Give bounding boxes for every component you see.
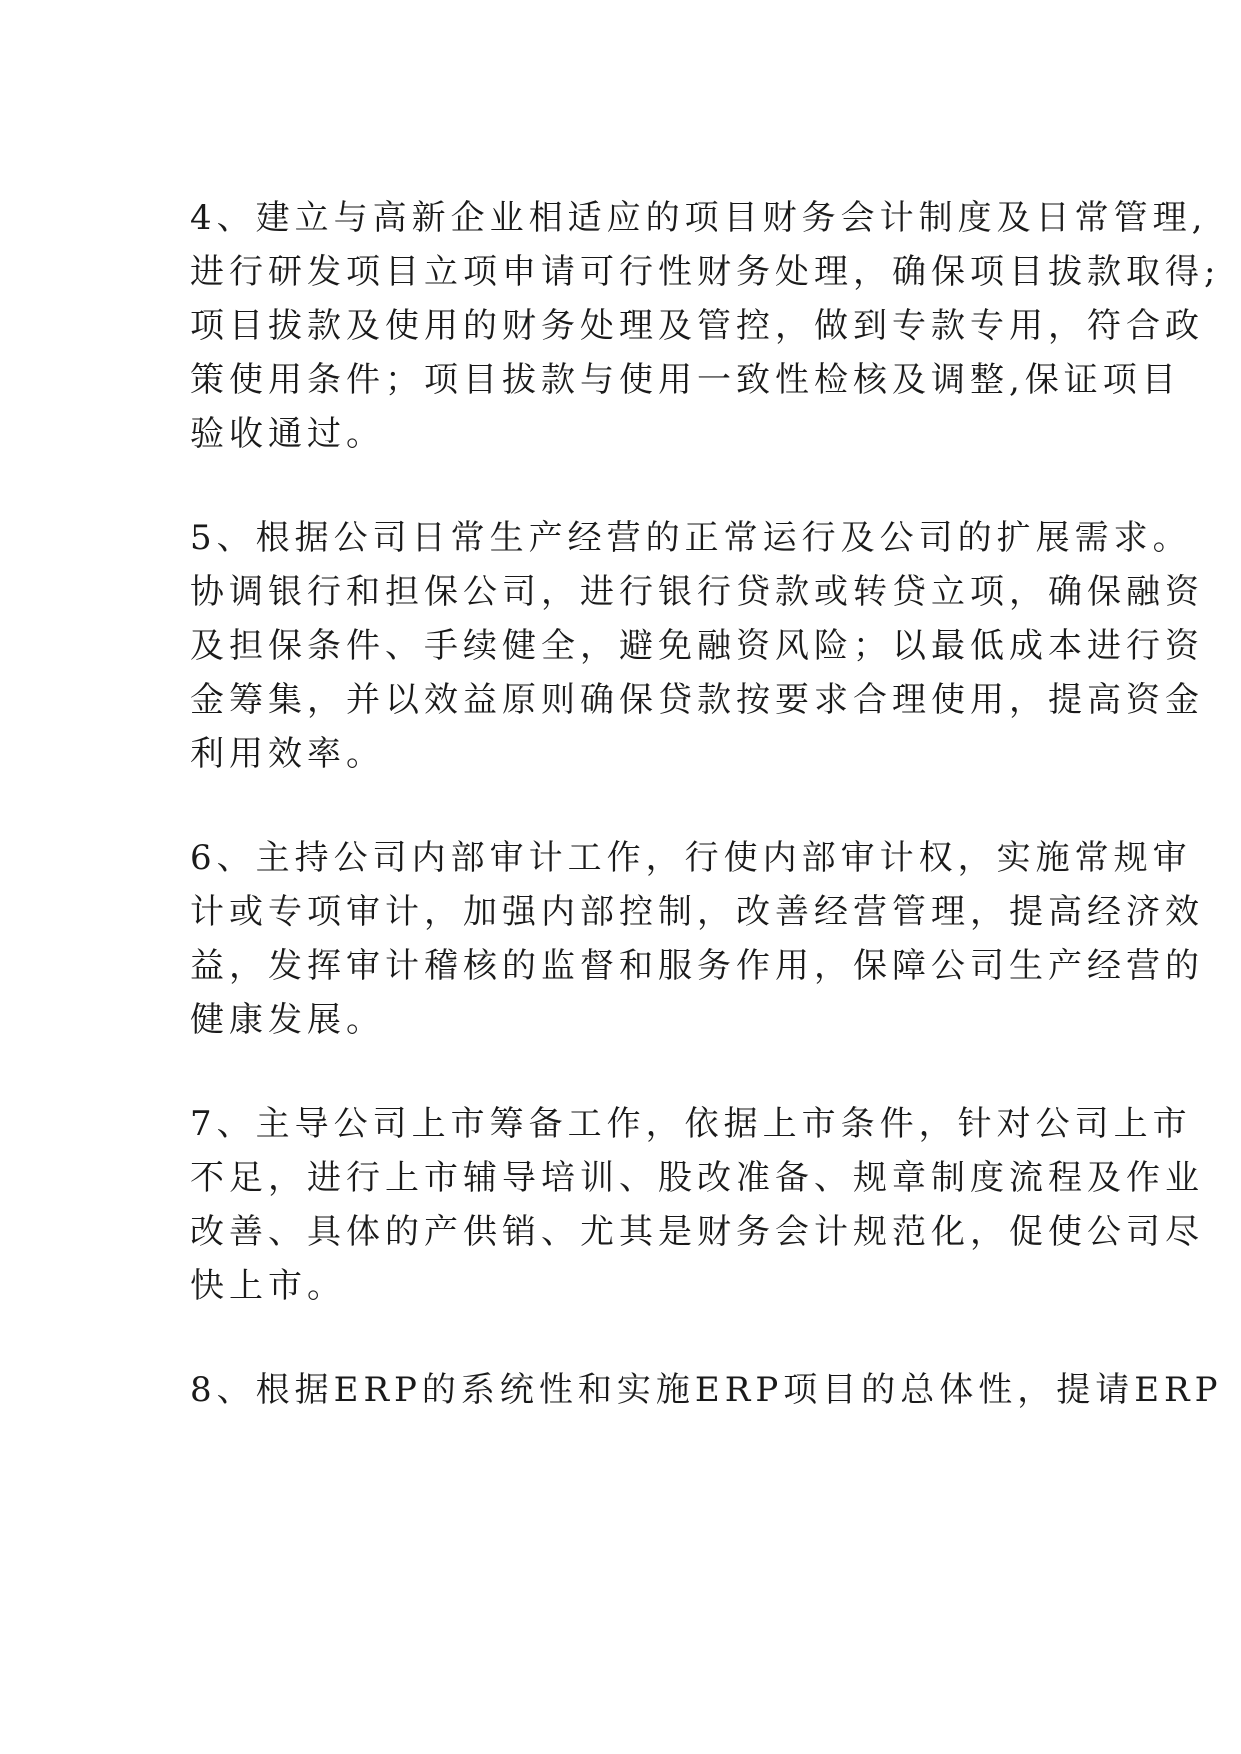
text-line: 不足，进行上市辅导培训、股改准备、规章制度流程及作业 [190, 1158, 1204, 1198]
text-line: 益，发挥审计稽核的监督和服务作用，保障公司生产经营的 [190, 946, 1204, 986]
text-line: 健康发展。 [190, 1000, 385, 1040]
text-line: 4、建立与高新企业相适应的项目财务会计制度及日常管理, [190, 198, 1208, 238]
text-line: 验收通过。 [190, 414, 385, 454]
text-line: 策使用条件；项目拔款与使用一致性检核及调整,保证项目 [190, 360, 1181, 400]
text-line: 计或专项审计，加强内部控制，改善经营管理，提高经济效 [190, 892, 1204, 932]
text-line: 协调银行和担保公司，进行银行贷款或转贷立项，确保融资 [190, 572, 1204, 612]
text-line: 金筹集，并以效益原则确保贷款按要求合理使用，提高资金 [190, 680, 1204, 720]
text-line: 快上市。 [190, 1266, 346, 1306]
text-line: 5、根据公司日常生产经营的正常运行及公司的扩展需求。 [190, 518, 1192, 558]
text-line: 进行研发项目立项申请可行性财务处理，确保项目拔款取得; [190, 252, 1221, 292]
text-line: 改善、具体的产供销、尤其是财务会计规范化，促使公司尽 [190, 1212, 1204, 1252]
text-line: 6、主持公司内部审计工作，行使内部审计权，实施常规审 [190, 838, 1192, 878]
text-line: 7、主导公司上市筹备工作，依据上市条件，针对公司上市 [190, 1104, 1192, 1144]
text-line: 项目拔款及使用的财务处理及管控，做到专款专用，符合政 [190, 306, 1204, 346]
text-line: 及担保条件、手续健全，避免融资风险；以最低成本进行资 [190, 626, 1204, 666]
text-line: 8、根据ERP的系统性和实施ERP项目的总体性，提请ERP [190, 1370, 1223, 1410]
text-line: 利用效率。 [190, 734, 385, 774]
